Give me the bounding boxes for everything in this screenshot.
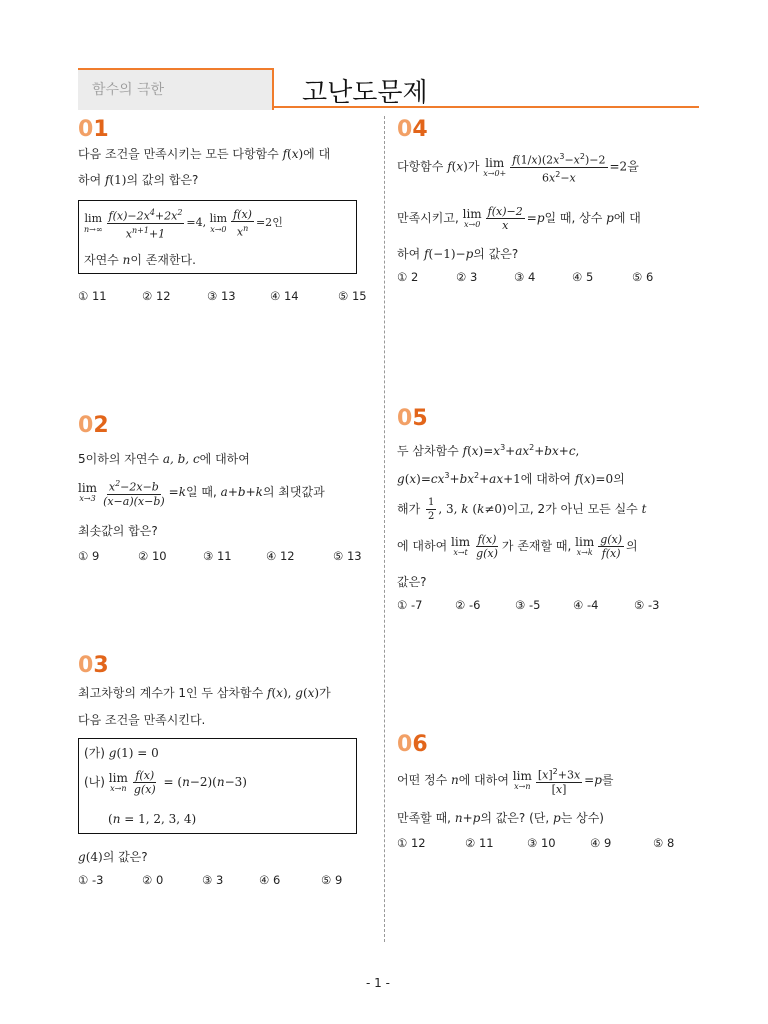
number-digit: 0: [397, 117, 413, 142]
problem-03-line2: 다음 조건을 만족시킨다.: [78, 713, 206, 727]
problem-05-line3: 해가 $\frac{1}{2}$ , 3, k (k≠0)이고, 2가 아닌 모든 실수 t: [397, 497, 647, 522]
choice[interactable]: ② 12: [142, 289, 171, 303]
choice[interactable]: ④ 14: [270, 289, 299, 303]
problem-number-04: [397, 117, 428, 142]
problem-05-line5: 값은?: [397, 575, 427, 589]
choice[interactable]: ④ 12: [266, 549, 295, 563]
choice[interactable]: ⑤ -3: [634, 598, 660, 612]
choice[interactable]: ③ 10: [527, 836, 556, 850]
choice[interactable]: ② 3: [456, 270, 478, 284]
choice[interactable]: ③ 13: [207, 289, 236, 303]
condition-ga: (가) g(1) = 0: [84, 746, 159, 760]
page-title: 고난도문제: [302, 78, 428, 108]
problem-06-line1: 어떤 정수 n에 대하여 lim x→n $\frac{[x]^2+3x}{[x]}$ =p를: [397, 767, 614, 796]
choice[interactable]: ① -7: [397, 598, 423, 612]
problem-02-line3: 최솟값의 합은?: [78, 524, 158, 538]
problem-number-05: [397, 406, 428, 431]
number-digit: 1: [93, 117, 109, 142]
problem-04-line3: 하여 f(−1)−p의 값은?: [397, 247, 519, 261]
number-digit: 5: [412, 406, 428, 431]
condition-na: (나) lim x→n $\frac{f(x)}{g(x)}$ = (n−2)(n−3): [84, 769, 247, 796]
choice[interactable]: ③ 11: [203, 549, 232, 563]
answer-choices: [397, 270, 653, 284]
number-digit: 0: [397, 732, 413, 757]
problem-number-01: [78, 117, 109, 142]
problem-04-line1: 다항함수 f(x)가 lim x→0+ $\frac{f(1/x)(2x^3-x^2)-2}{6x^2-x}$ =2을: [397, 152, 639, 185]
problem-05-line2: $g(x)=cx^3+bx^2+ax+1$에 대하여 f(x)=0의: [397, 471, 625, 486]
condition-line2: 자연수 n이 존재한다.: [84, 253, 196, 267]
answer-choices: [397, 598, 659, 612]
choice[interactable]: ① 12: [397, 836, 426, 850]
choice[interactable]: ① 9: [78, 549, 100, 563]
choice[interactable]: ⑤ 6: [632, 270, 654, 284]
choice[interactable]: ④ -4: [573, 598, 599, 612]
answer-choices: [78, 873, 342, 887]
choice[interactable]: ⑤ 15: [338, 289, 367, 303]
problem-01-line1: 다음 조건을 만족시키는 모든 다항함수 f(x)에 대: [78, 147, 331, 161]
problem-02-line1: 5이하의 자연수 a, b, c에 대하여: [78, 452, 250, 466]
problem-05-line4: 에 대하여 lim x→t $\frac{f(x)}{g(x)}$ 가 존재할 때, lim x→k $\frac{g(x)}{f(x)}$ 의: [397, 533, 638, 560]
number-digit: 6: [412, 732, 428, 757]
choice[interactable]: ② 10: [138, 549, 167, 563]
answer-choices: [78, 549, 362, 563]
choice[interactable]: ④ 9: [590, 836, 612, 850]
problem-03-line1: 최고차항의 계수가 1인 두 삼차함수 f(x), g(x)가: [78, 686, 331, 700]
number-digit: 0: [397, 406, 413, 431]
choice[interactable]: ② 0: [142, 873, 164, 887]
number-digit: 4: [412, 117, 428, 142]
number-digit: 2: [93, 413, 109, 438]
problem-number-02: [78, 413, 109, 438]
number-digit: 0: [78, 413, 94, 438]
number-digit: 0: [78, 117, 94, 142]
condition-formula: lim n→∞ $\frac{f(x)-2x^4+2x^2}{x^{n+1}+1}$ =4, lim x→0 $\frac{f(x)}{x^n}$ =2인: [84, 207, 283, 241]
choice[interactable]: ⑤ 8: [653, 836, 675, 850]
answer-choices: [78, 289, 367, 303]
choice[interactable]: ⑤ 13: [333, 549, 362, 563]
problem-02-line2: lim x→3 $\frac{x^2-2x-b}{(x-a)(x-b)}$ =k일 때, a+b+k의 최댓값과: [78, 479, 325, 508]
condition-range: (n = 1, 2, 3, 4): [108, 812, 197, 826]
number-digit: 3: [93, 653, 109, 678]
choice[interactable]: ① 11: [78, 289, 107, 303]
answer-choices: [397, 836, 674, 850]
choice[interactable]: ② 11: [465, 836, 494, 850]
problem-01-line2: 하여 f(1)의 값의 합은?: [78, 173, 199, 187]
number-digit: 0: [78, 653, 94, 678]
choice[interactable]: ① -3: [78, 873, 104, 887]
choice[interactable]: ⑤ 9: [321, 873, 343, 887]
header-tab-label: 함수의 극한: [92, 82, 165, 98]
choice[interactable]: ③ 3: [202, 873, 224, 887]
problem-05-line1: 두 삼차함수 $f(x)=x^3+ax^2+bx+c$,: [397, 443, 580, 458]
problem-04-line2: 만족시키고, lim x→0 $\frac{f(x)-2}{x}$ =p일 때, 상수 p에 대: [397, 205, 641, 232]
choice[interactable]: ① 2: [397, 270, 419, 284]
problem-number-03: [78, 653, 109, 678]
choice[interactable]: ④ 5: [572, 270, 594, 284]
problem-06-line2: 만족할 때, n+p의 값은? (단, p는 상수): [397, 811, 604, 825]
problem-number-06: [397, 732, 428, 757]
choice[interactable]: ③ -5: [515, 598, 541, 612]
page-number: - 1 -: [366, 976, 390, 990]
choice[interactable]: ④ 6: [259, 873, 281, 887]
problem-03-question: g(4)의 값은?: [78, 850, 148, 864]
column-divider: [384, 116, 385, 942]
choice[interactable]: ② -6: [455, 598, 481, 612]
choice[interactable]: ③ 4: [514, 270, 536, 284]
